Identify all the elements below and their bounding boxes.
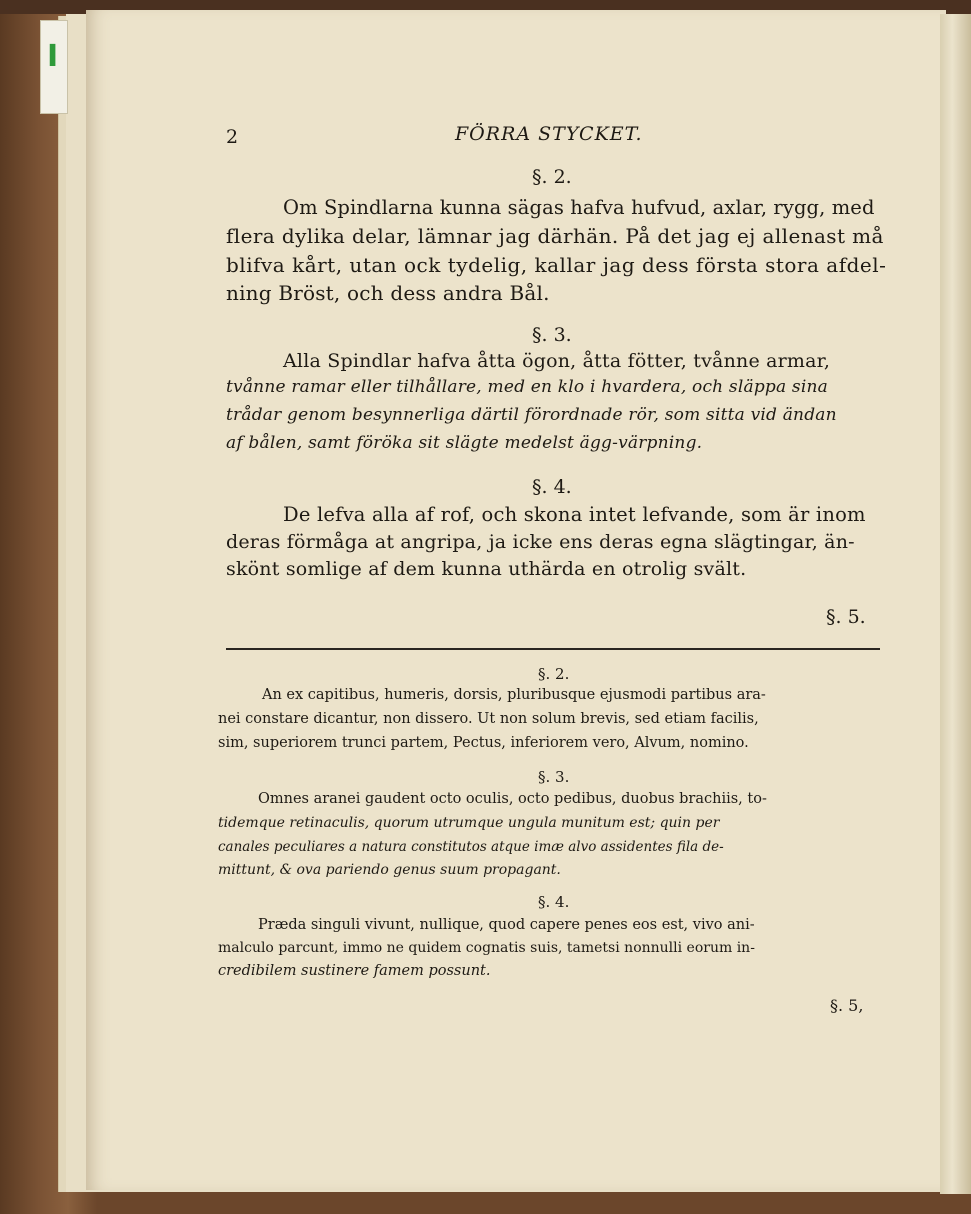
footnote-line: tidemque retinaculis, quorum utrumque ungula munitum est; quin per <box>218 815 720 831</box>
footnote-line: sim, superiorem trunci partem, Pectus, inferiorem vero, Alvum, nomino. <box>218 735 749 751</box>
footnote-section-mark: §. 3. <box>538 768 570 786</box>
main-section-mark: §. 4. <box>532 476 572 498</box>
footnote-line: canales peculiares a natura constitutos atque imæ alvo assidentes fila de- <box>218 839 724 855</box>
bookmark-tab <box>40 20 68 114</box>
footnote-section-mark: §. 2. <box>538 665 570 683</box>
main-line: blifva kårt, utan ock tydelig, kallar jag dess första stora afdel- <box>226 253 887 277</box>
main-section-mark: §. 2. <box>532 166 572 188</box>
main-line: trådar genom besynnerliga därtil förordnade rör, som sitta vid ändan <box>226 405 837 425</box>
footnote-section-mark: §. 4. <box>538 893 570 911</box>
footnote-rule <box>226 648 880 650</box>
main-line: tvånne ramar eller tilhållare, med en klo i hvardera, och släppa sina <box>226 377 828 397</box>
footnote-line: Præda singuli vivunt, nullique, quod capere penes eos est, vivo ani- <box>258 917 755 933</box>
main-catchword: §. 5. <box>826 606 866 628</box>
book-page <box>86 10 946 1190</box>
main-line: deras förmåga at angripa, ja icke ens deras egna slägtingar, än- <box>226 531 855 553</box>
facing-page-edge <box>940 14 971 1194</box>
footnote-line: malculo parcunt, immo ne quidem cognatis suis, tametsi nonnulli eorum in- <box>218 940 755 956</box>
main-line: De lefva alla af rof, och skona intet lefvande, som är inom <box>283 503 866 526</box>
main-line: Om Spindlarna kunna sägas hafva hufvud, axlar, rygg, med <box>283 196 875 219</box>
footnote-line: mittunt, & ova pariendo genus suum propagant. <box>218 862 561 878</box>
main-line: flera dylika delar, lämnar jag därhän. På det jag ej allenast må <box>226 224 884 248</box>
footnote-catchword: §. 5, <box>830 996 864 1015</box>
main-line: skönt somlige af dem kunna uthärda en otrolig svält. <box>226 558 747 580</box>
main-line: ning Bröst, och dess andra Bål. <box>226 281 550 305</box>
footnote-line: An ex capitibus, humeris, dorsis, pluribusque ejusmodi partibus ara- <box>262 687 766 703</box>
footnote-line: nei constare dicantur, non dissero. Ut non solum brevis, sed etiam facilis, <box>218 711 759 727</box>
main-line: Alla Spindlar hafva åtta ögon, åtta fötter, tvånne armar, <box>283 350 831 372</box>
footnote-line: Omnes aranei gaudent octo oculis, octo pedibus, duobus brachiis, to- <box>258 791 767 807</box>
page-number: 2 <box>226 126 239 148</box>
tab-letter-mark: I <box>47 39 59 74</box>
running-title: FÖRRA STYCKET. <box>455 123 643 145</box>
main-section-mark: §. 3. <box>532 324 572 346</box>
footnote-line: credibilem sustinere famem possunt. <box>218 963 491 979</box>
main-line: af bålen, samt föröka sit slägte medelst ägg-värpning. <box>226 433 703 453</box>
